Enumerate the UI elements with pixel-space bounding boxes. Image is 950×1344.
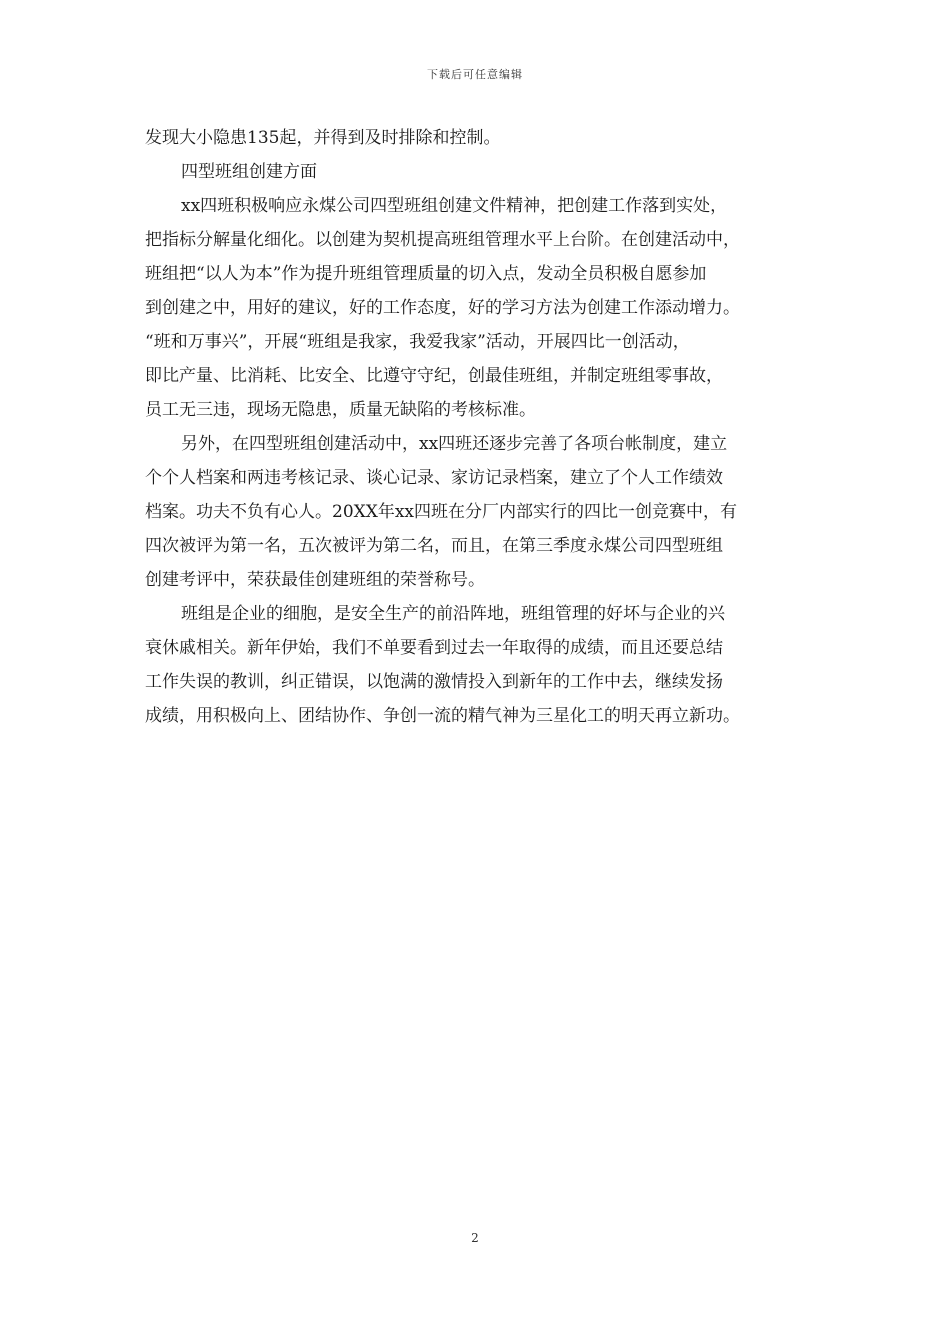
text-line: 个个人档案和两违考核记录、谈心记录、家访记录档案，建立了个人工作绩效 xyxy=(145,468,723,488)
section-heading: 四型班组创建方面 xyxy=(181,162,317,182)
page-number: 2 xyxy=(471,1231,479,1245)
text-line: “班和万事兴”，开展“班组是我家，我爱我家”活动，开展四比一创活动， xyxy=(145,332,690,352)
text-line: 班组把“以人为本”作为提升班组管理质量的切入点，发动全员积极自愿参加 xyxy=(145,264,707,284)
text-line: 档案。功夫不负有心人。20XX年xx四班在分厂内部实行的四比一创竞赛中，有 xyxy=(145,502,738,522)
text-line: 员工无三违，现场无隐患，质量无缺陷的考核标准。 xyxy=(145,400,536,420)
text-line: xx四班积极响应永煤公司四型班组创建文件精神，把创建工作落到实处， xyxy=(181,196,728,216)
text-line: 班组是企业的细胞，是安全生产的前沿阵地，班组管理的好坏与企业的兴 xyxy=(181,604,725,624)
text-line: 发现大小隐患135起，并得到及时排除和控制。 xyxy=(145,128,501,148)
text-line: 创建考评中，荣获最佳创建班组的荣誉称号。 xyxy=(145,570,485,590)
text-line: 成绩，用积极向上、团结协作、争创一流的精气神为三星化工的明天再立新功。 xyxy=(145,706,740,726)
text-line: 把指标分解量化细化。以创建为契机提高班组管理水平上台阶。在创建活动中， xyxy=(145,230,740,250)
text-line: 另外，在四型班组创建活动中，xx四班还逐步完善了各项台帐制度，建立 xyxy=(181,434,728,454)
text-line: 即比产量、比消耗、比安全、比遵守守纪，创最佳班组，并制定班组零事故， xyxy=(145,366,723,386)
text-line: 工作失误的教训，纠正错误，以饱满的激情投入到新年的工作中去，继续发扬 xyxy=(145,672,723,692)
page-header: 下载后可任意编辑 xyxy=(427,68,523,81)
text-line: 到创建之中，用好的建议，好的工作态度，好的学习方法为创建工作添动增力。 xyxy=(145,298,740,318)
text-line: 衰休戚相关。新年伊始，我们不单要看到过去一年取得的成绩，而且还要总结 xyxy=(145,638,723,658)
document-body xyxy=(145,121,825,733)
text-line: 四次被评为第一名，五次被评为第二名，而且，在第三季度永煤公司四型班组 xyxy=(145,536,723,556)
